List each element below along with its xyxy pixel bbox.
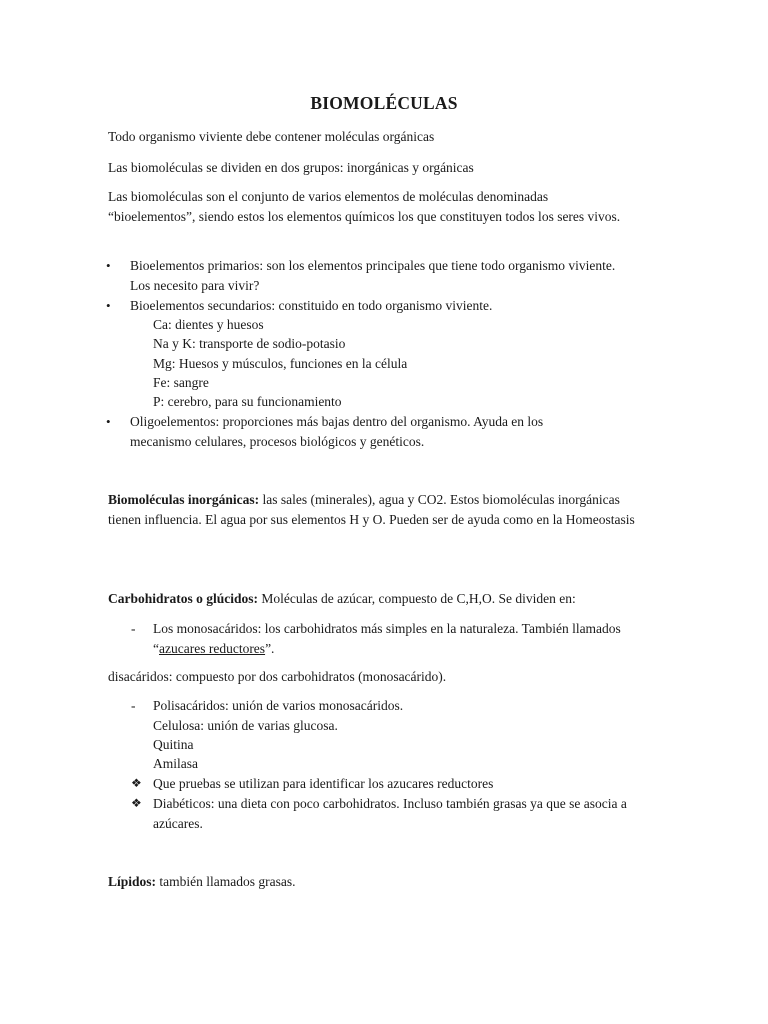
- section-inorganicas-text: las sales (minerales), agua y CO2. Estos biomoléculas inorgánicas tienen influencia. El agua por sus elementos H y O. Pueden ser de ayuda como en la Homeostasis: [108, 492, 635, 527]
- section-carbohidratos-text: Moléculas de azúcar, compuesto de C,H,O. Se dividen en:: [258, 591, 576, 606]
- intro-paragraph-1: Todo organismo viviente debe contener moléculas orgánicas: [108, 129, 435, 144]
- intro-paragraph-2: Las biomoléculas se dividen en dos grupos: inorgánicas y orgánicas: [108, 160, 474, 175]
- section-inorganicas: [108, 490, 638, 529]
- monosacaridos-text-end: ”.: [265, 640, 275, 656]
- list-item-oligoelementos: Oligoelementos: proporciones más bajas dentro del organismo. Ayuda en los mecanismo celulares, procesos biológicos y genéticos.: [130, 414, 544, 449]
- azucares-reductores-link[interactable]: azucares reductores: [159, 640, 266, 656]
- sub-item-na-k: Na y K: transporte de sodio-potasio: [153, 336, 346, 351]
- sub-item-celulosa: Celulosa: unión de varias glucosa.: [153, 718, 338, 733]
- section-lipidos: [108, 872, 668, 892]
- intro-paragraph-3: Las biomoléculas son el conjunto de varios elementos de moléculas denominadas “bioelementos”, siendo estos los elementos químicos los que constituyen todos los seres vivos.: [108, 189, 621, 224]
- disacaridos-paragraph: disacáridos: compuesto por dos carbohidratos (monosacárido).: [108, 669, 447, 684]
- list-item-secundarios: Bioelementos secundarios: constituido en todo organismo viviente.: [130, 298, 493, 313]
- dash-icon: -: [131, 698, 136, 713]
- sub-item-p: P: cerebro, para su funcionamiento: [153, 394, 342, 409]
- bullet-icon: •: [106, 414, 111, 429]
- section-lipidos-text: también llamados grasas.: [156, 874, 296, 889]
- page-title: BIOMOLÉCULAS: [310, 93, 458, 113]
- bullet-icon: •: [106, 298, 111, 313]
- section-carbohidratos: [108, 589, 668, 609]
- sub-item-fe: Fe: sangre: [153, 375, 209, 390]
- sub-item-quitina: Quitina: [153, 737, 194, 752]
- sub-item-mg: Mg: Huesos y músculos, funciones en la célula: [153, 356, 408, 371]
- dash-icon: -: [131, 621, 136, 636]
- list-item-monosacaridos: [153, 619, 633, 658]
- list-item-diabeticos: Diabéticos: una dieta con poco carbohidratos. Incluso también grasas ya que se asocia a azúcares.: [153, 796, 627, 831]
- monosacaridos-text: Los monosacáridos: los carbohidratos más simples en la naturaleza. También llamados “: [153, 621, 621, 656]
- diamond-bullet-icon: ❖: [131, 776, 142, 790]
- sub-item-ca: Ca: dientes y huesos: [153, 317, 264, 332]
- list-item-polisacaridos: Polisacáridos: unión de varios monosacáridos.: [153, 698, 404, 713]
- list-item-pruebas: Que pruebas se utilizan para identificar los azucares reductores: [153, 776, 494, 791]
- section-carbohidratos-label: Carbohidratos o glúcidos:: [108, 591, 259, 606]
- list-item-primarios: Bioelementos primarios: son los elementos principales que tiene todo organismo viviente. Los necesito para vivir?: [130, 258, 616, 293]
- section-lipidos-label: Lípidos:: [108, 874, 157, 889]
- diamond-bullet-icon: ❖: [131, 796, 142, 810]
- section-inorganicas-label: Biomoléculas inorgánicas:: [108, 492, 260, 507]
- bullet-icon: •: [106, 258, 111, 273]
- sub-item-amilasa: Amilasa: [153, 756, 198, 771]
